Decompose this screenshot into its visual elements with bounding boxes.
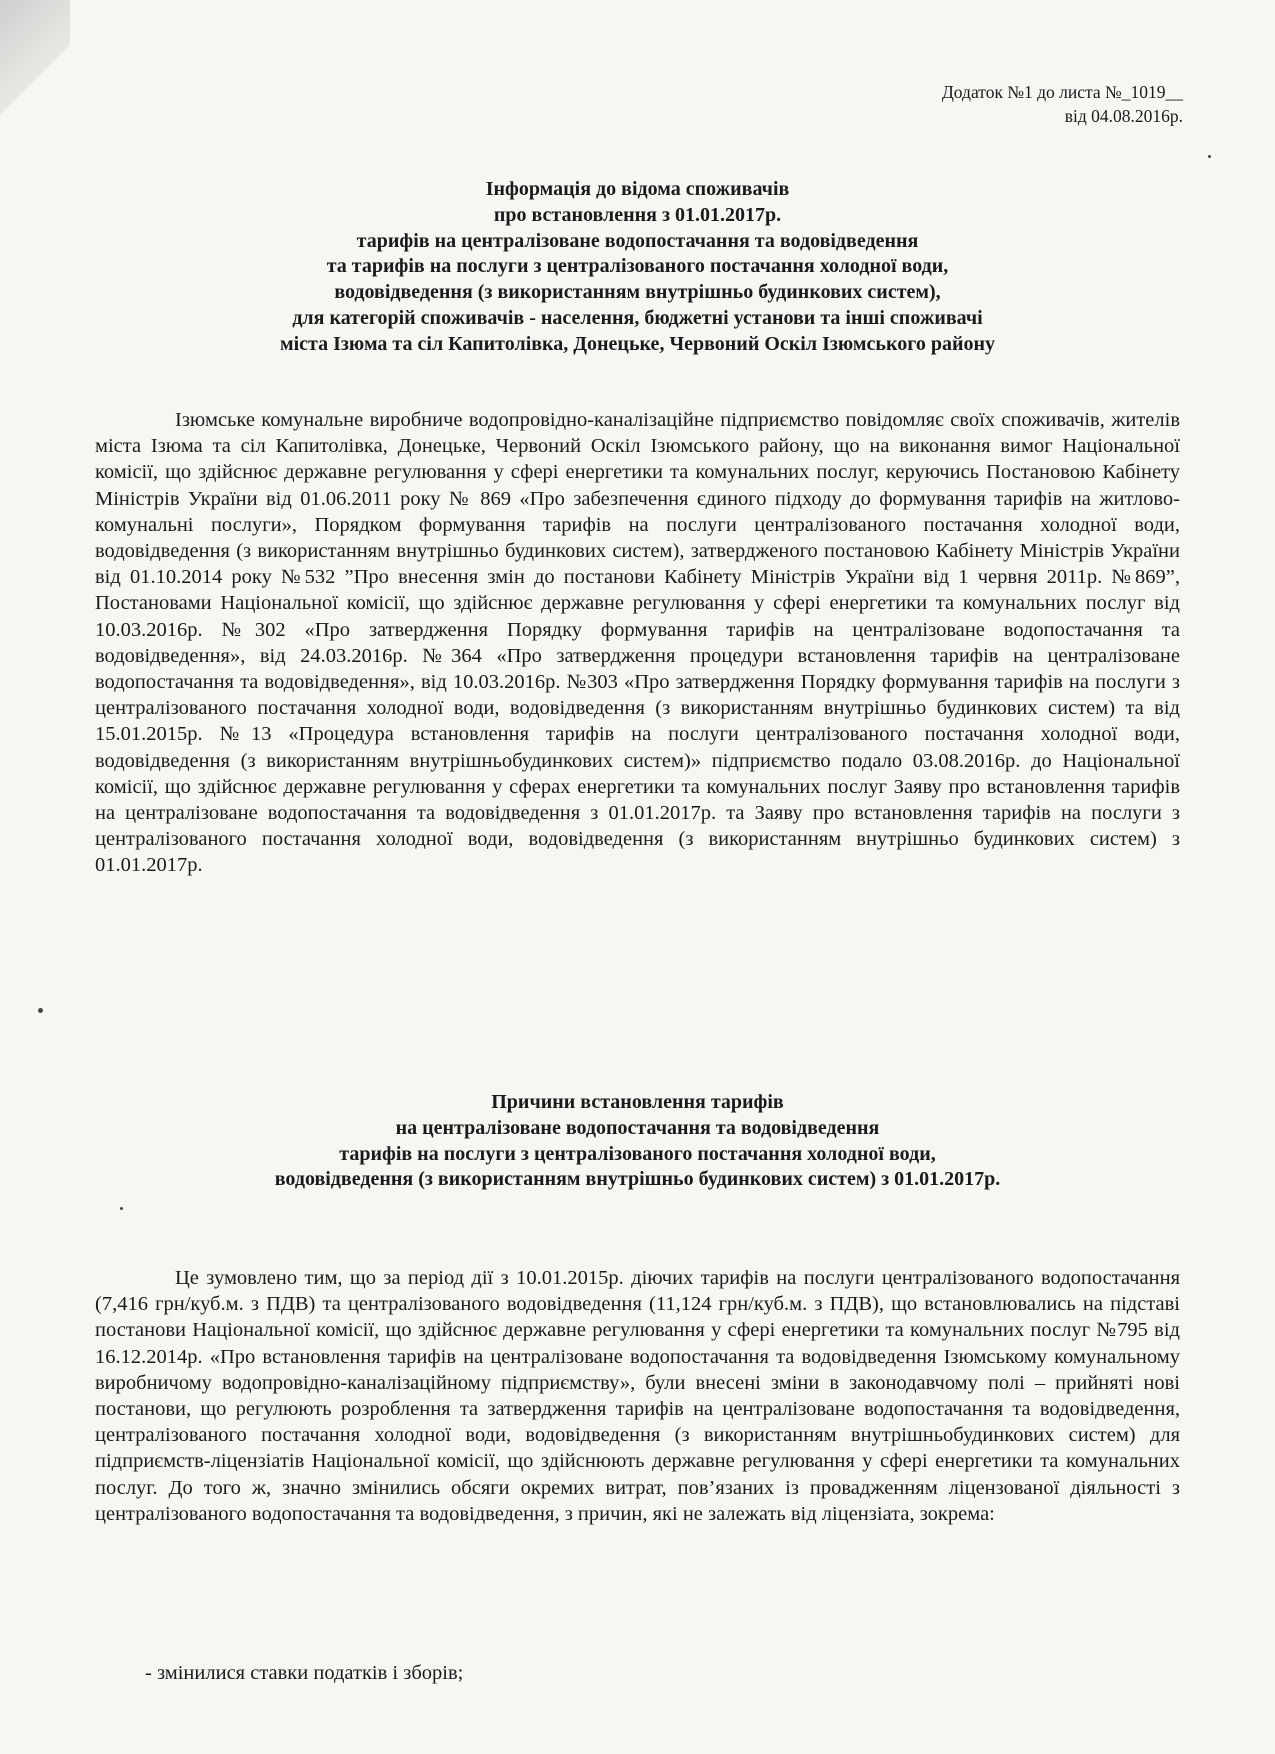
annex-line-2: від 04.08.2016р. [1064,106,1183,126]
heading-information [95,177,1180,358]
heading-line: водовідведення (з використанням внутрішньо будинкових систем), [334,281,941,304]
paragraph-reasons: Це зумовлено тим, що за період дії з 10.01.2015р. діючих тарифів на послуги централізованого водопостачання (7,416 грн/куб.м. з ПДВ) та централізованого водовідведення (11,124 грн/куб.м. з ПДВ), що встановлювались на підставі постанови Національної комісії, що здійснює державне регулювання у сфері енергетики та комунальних послуг №795 від 16.12.2014р. «Про встановлення тарифів на централізоване водопостачання та водовідведення Ізюмському комунальному виробничому водопровідно-каналізаційному підприємству», були внесені зміни в законодавчому полі – прийняті нові постанови, що регулюють розроблення та затвердження тарифів на централізоване водопостачання та водовідведення, централізованого постачання холодної води, водовідведення (з використанням внутрішньобудинкових систем) для підприємств-ліцензіатів Національної комісії, що здійснюють державне регулювання у сфері енергетики та комунальних послуг. До того ж, значно змінились обсяги окремих витрат, пов’язаних із провадженням ліцензованої діяльності з централізованого водопостачання та водовідведення, з причин, які не залежать від ліцензіата, зокрема: [95,1267,1180,1525]
heading-line: Інформація до відома споживачів [485,178,790,200]
heading-line: тарифів на централізоване водопостачання та водовідведення [356,229,919,252]
heading-line: тарифів на послуги з централізованого постачання холодної води, [339,1142,936,1165]
heading-line: для категорій споживачів - населення, бюджетні установи та інші споживачі [292,306,983,329]
heading-line: на централізоване водопостачання та водовідведення [395,1116,880,1139]
scan-speck [120,1207,123,1210]
heading-line: міста Ізюма та сіл Капитолівка, Донецьке, Червоний Оскіл Ізюмського району [279,332,996,355]
scan-speck [1208,155,1211,158]
folded-corner [0,0,70,120]
paragraph-notice: Ізюмське комунальне виробниче водопровідно-каналізаційне підприємство повідомляє своїх споживачів, жителів міста Ізюма та сіл Капитолівка, Донецьке, Червоний Оскіл Ізюмського району, що на виконання вимог Національної комісії, що здійснює державне регулювання у сфері енергетики та комунальних послуг, керуючись Постановою Кабінету Міністрів України від 01.06.2011 року № 869 «Про забезпечення єдиного підходу до формування тарифів на житлово-комунальні послуги», Порядком формування тарифів на послуги централізованого постачання холодної води, водовідведення (з використанням внутрішньо будинкових систем), затвердженого постановою Кабінету Міністрів України від 01.10.2014 року №532 ”Про внесення змін до постанови Кабінету Міністрів України від 1 червня 2011р. №869”, Постановами Національної комісії, що здійснює державне регулювання у сфері енергетики та комунальних послуг від 10.03.2016р. №302 «Про затвердження Порядку формування тарифів на централізоване водопостачання та водовідведення», від 24.03.2016р. №364 «Про затвердження процедури встановлення тарифів на централізоване водопостачання та водовідведення», від 10.03.2016р. №303 «Про затвердження Порядку формування тарифів на послуги з централізованого постачання холодної води, водовідведення (з використанням внутрішньо будинкових систем) та від 15.01.2015р. №13 «Процедура встановлення тарифів на послуги централізованого постачання холодної води, водовідведення (з використанням внутрішньобудинкових систем)» підприємство подало 03.08.2016р. до Національної комісії, що здійснює державне регулювання у сферах енергетики та комунальних послуг Заяву про встановлення тарифів на централізоване водопостачання та водовідведення з 01.01.2017р. та Заяву про встановлення тарифів на послуги з централізованого постачання холодної води, водовідведення (з використанням внутрішньо будинкових систем) з 01.01.2017р. [95,409,1180,877]
heading-reasons [95,1090,1180,1193]
scan-speck [38,1008,43,1013]
annex-line-1: Додаток №1 до листа №_1019__ [941,82,1183,102]
heading-line: про встановлення з 01.01.2017р. [493,203,782,226]
list-item-taxes: - змінилися ставки податків і зборів; [145,1662,464,1684]
heading-line: водовідведення (з використанням внутрішньо будинкових систем) з 01.01.2017р. [274,1168,1001,1191]
heading-line: Причини встановлення тарифів [491,1091,784,1113]
heading-line: та тарифів на послуги з централізованого постачання холодної води, [326,255,949,278]
annex-reference [942,80,1183,128]
